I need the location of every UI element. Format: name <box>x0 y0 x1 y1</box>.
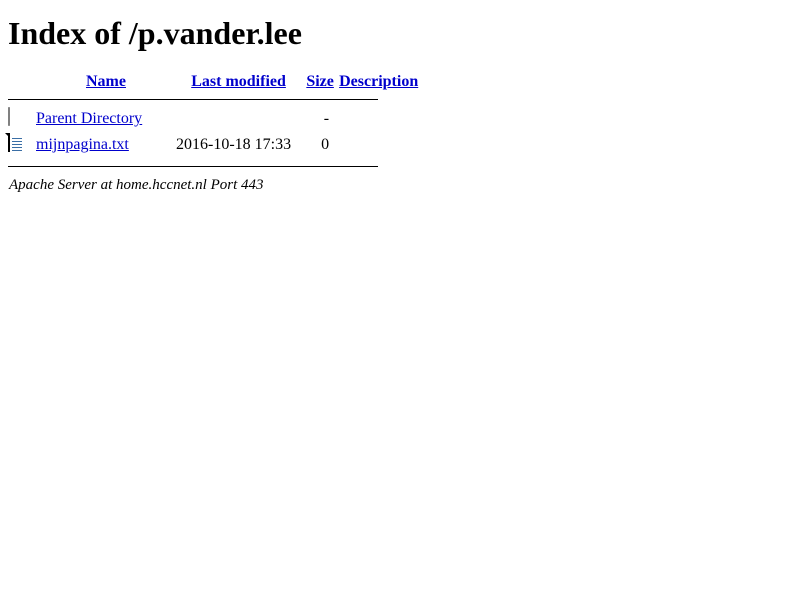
row-size-cell: - <box>323 110 330 128</box>
sort-by-size-link[interactable]: Size <box>306 73 334 91</box>
header-divider-cell <box>8 95 424 106</box>
sort-by-name-link[interactable]: Name <box>86 73 126 91</box>
file-link-mijnpagina-txt[interactable]: mijnpagina.txt <box>36 136 129 154</box>
row-date-cell: 2016-10-18 17:33 <box>176 136 292 154</box>
header-last-modified[interactable] <box>176 69 301 95</box>
back-arrow-glyph <box>8 107 10 126</box>
table-header-row <box>8 69 424 95</box>
text-file-icon <box>8 134 28 156</box>
text-file-corner <box>5 133 10 138</box>
row-description-cell <box>339 132 424 158</box>
parent-directory-link[interactable]: Parent Directory <box>36 110 143 128</box>
sort-by-date-link[interactable]: Last modified <box>191 73 286 91</box>
header-divider-row <box>8 95 424 106</box>
parent-directory-icon <box>8 108 28 130</box>
row-description-cell <box>339 106 424 132</box>
table-row <box>8 106 424 132</box>
header-size[interactable] <box>301 69 339 95</box>
row-date-cell <box>176 106 301 132</box>
directory-listing-table <box>8 69 424 177</box>
header-name[interactable] <box>36 69 176 95</box>
row-name-cell[interactable] <box>36 132 176 158</box>
horizontal-rule-top <box>8 99 378 100</box>
horizontal-rule-bottom <box>8 166 378 167</box>
row-name-cell[interactable] <box>36 106 176 132</box>
row-icon-cell <box>8 132 36 158</box>
header-icon-column <box>8 69 36 95</box>
footer-divider-cell <box>8 158 424 177</box>
table-row <box>8 132 424 158</box>
server-signature: Apache Server at home.hccnet.nl Port 443 <box>9 177 264 194</box>
directory-index-page <box>0 0 800 202</box>
row-size-cell: 0 <box>321 136 330 154</box>
sort-by-description-link[interactable]: Description <box>339 73 419 91</box>
footer-divider-row <box>8 158 424 177</box>
row-icon-cell <box>8 106 36 132</box>
header-description[interactable] <box>339 69 424 95</box>
page-title: Index of /p.vander.lee <box>8 15 302 51</box>
text-file-glyph <box>8 133 10 152</box>
text-file-lines <box>12 138 22 153</box>
